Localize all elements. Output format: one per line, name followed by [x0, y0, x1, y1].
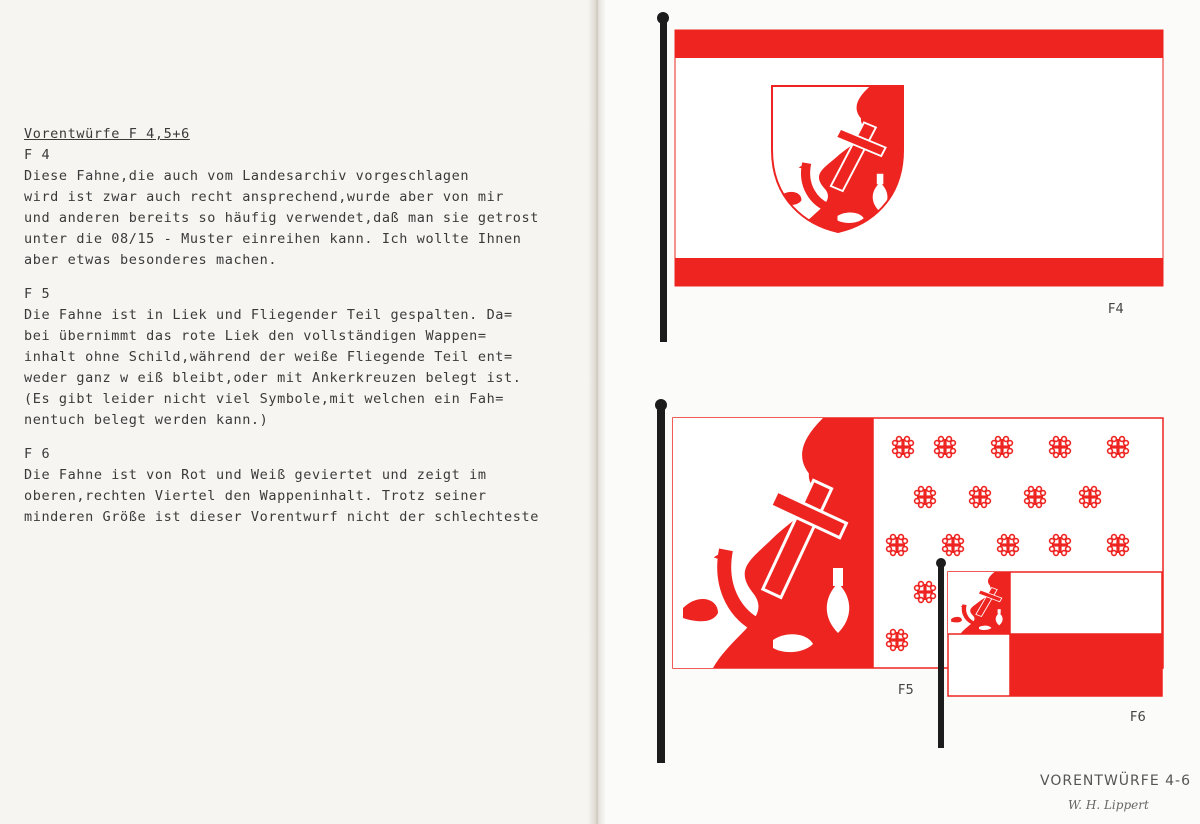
f4-label: F 4	[24, 147, 51, 163]
f5-line: inhalt ohne Schild,während der weiße Fliegende Teil ent=	[24, 349, 513, 365]
f5-hoist-arms	[673, 418, 894, 668]
f4-line: wird ist zwar auch recht ansprechend,wurde aber von mir	[24, 189, 505, 205]
flag-label-f6: F6	[1130, 710, 1146, 725]
corner-title: VORENTWÜRFE 4-6	[1040, 773, 1191, 789]
signature: W. H. Lippert	[1068, 798, 1149, 812]
f5-line: (Es gibt leider nicht viel Symbole,mit welchen ein Fah=	[24, 391, 505, 407]
f5-line: Die Fahne ist in Liek und Fliegender Teil gespalten. Da=	[24, 307, 513, 323]
f5-line: bei übernimmt das rote Liek den vollständigen Wappen=	[24, 328, 487, 344]
f6-label: F 6	[24, 446, 51, 462]
flag-f4	[657, 12, 1163, 342]
f6-line: Die Fahne ist von Rot und Weiß geviertet und zeigt im	[24, 467, 487, 483]
f6-line: minderen Größe ist dieser Vorentwurf nicht der schlechteste	[24, 509, 539, 525]
flag-f6	[936, 558, 1162, 748]
heading: Vorentwürfe F 4,5+6	[24, 126, 190, 142]
f5-label: F 5	[24, 286, 51, 302]
flag-label-f4: F4	[1108, 302, 1124, 317]
f5-line: nentuch belegt werden kann.)	[24, 412, 269, 428]
flag-label-f5: F5	[898, 683, 914, 698]
f4-line: und anderen bereits so häufig verwendet,daß man sie getrost	[24, 210, 539, 226]
f4-line: aber etwas besonderes machen.	[24, 252, 278, 268]
f4-line: Diese Fahne,die auch vom Landesarchiv vorgeschlagen	[24, 168, 470, 184]
f5-line: weder ganz w eiß bleibt,oder mit Ankerkreuzen belegt ist.	[24, 370, 522, 386]
f4-line: unter die 08/15 - Muster einreihen kann. Ich wollte Ihnen	[24, 231, 522, 247]
f6-line: oberen,rechten Viertel den Wappeninhalt. Trotz seiner	[24, 488, 487, 504]
f6-canton-arms	[948, 572, 1017, 634]
